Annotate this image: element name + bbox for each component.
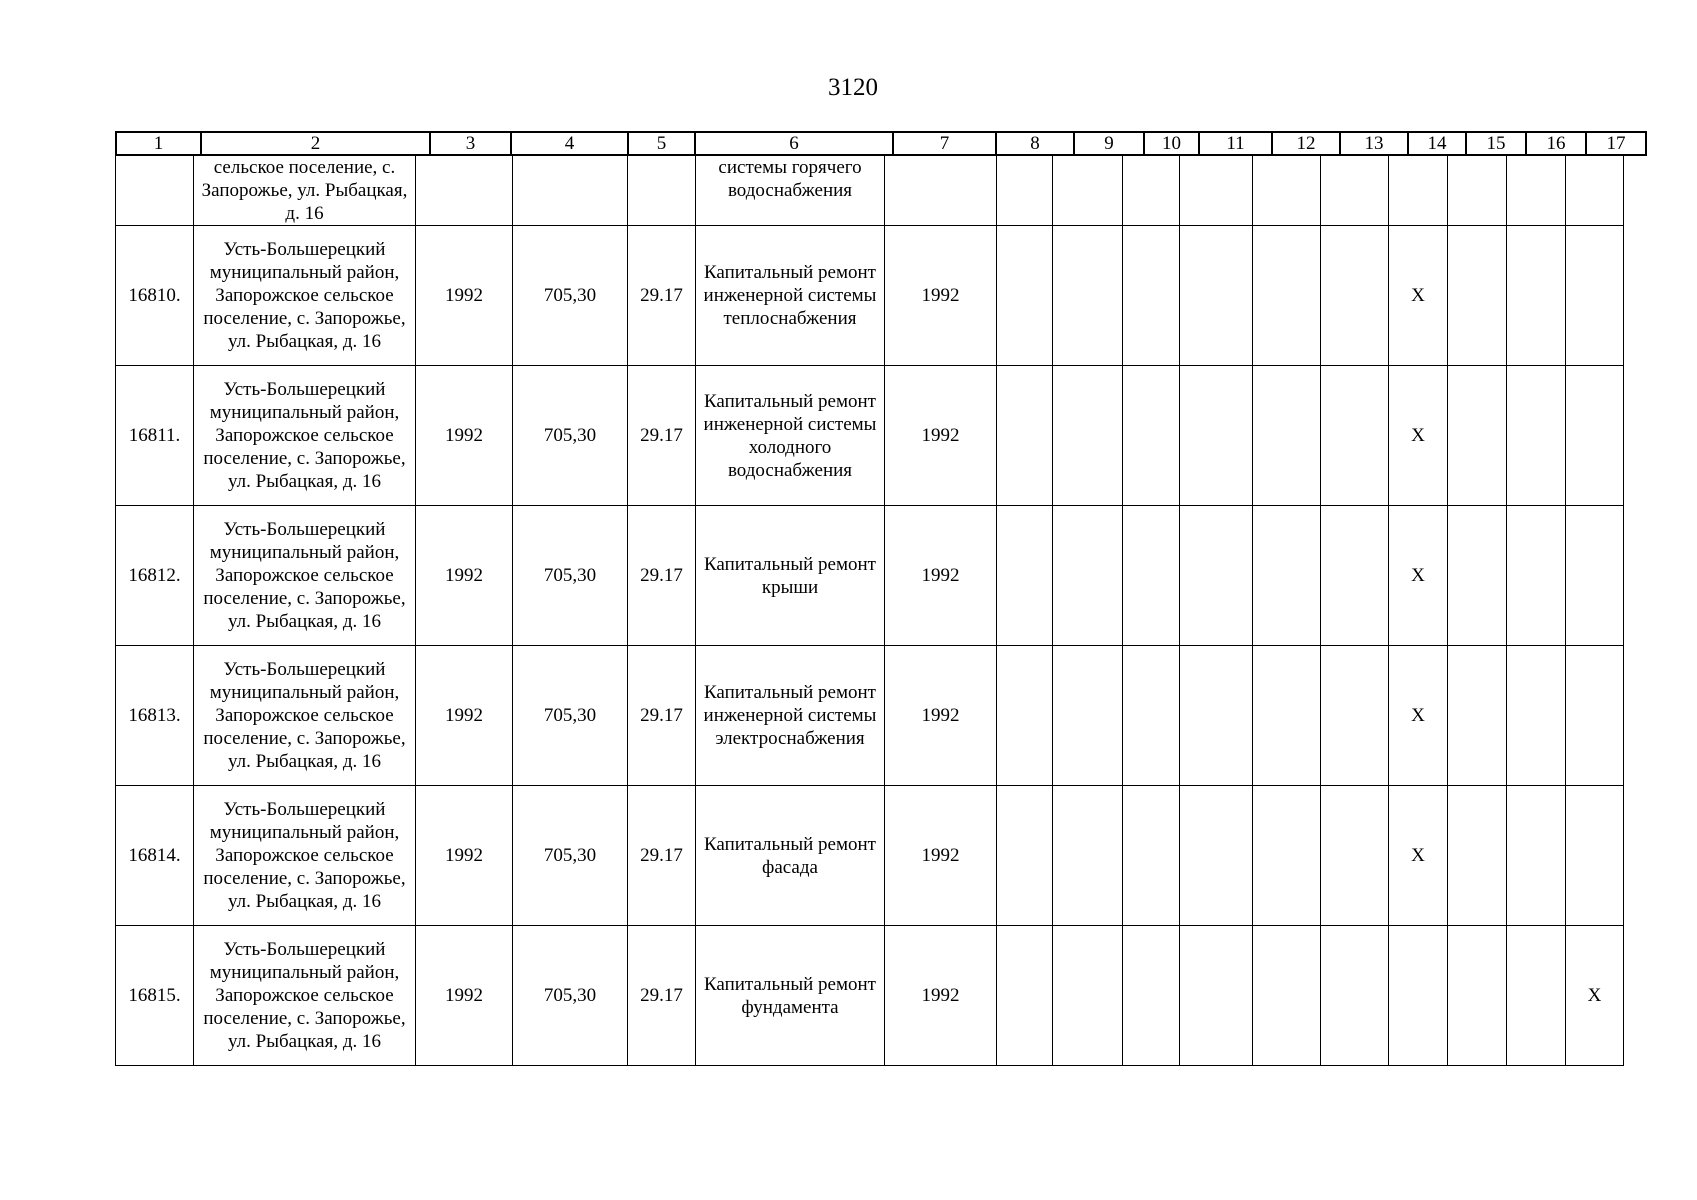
- period-cell: [1253, 646, 1321, 786]
- period-cell: [1321, 156, 1389, 226]
- period-cell: [1448, 926, 1507, 1066]
- period-cell: [1448, 786, 1507, 926]
- row-number: 16810.: [116, 226, 194, 366]
- period-cell: [1180, 366, 1253, 506]
- period-cell: [1507, 646, 1566, 786]
- period-cell: [1566, 226, 1624, 366]
- period-cell: [1053, 506, 1123, 646]
- period-cell: [1253, 926, 1321, 1066]
- work-type-cell: Капитальный ремонт инженерной системы теплоснабжения: [696, 226, 885, 366]
- header-cell: 8: [996, 132, 1074, 155]
- period-cell: [1566, 506, 1624, 646]
- address-cell: Усть-Большерецкий муниципальный район, Запорожское сельское поселение, с. Запорожье, ул. Рыбацкая, д. 16: [194, 646, 416, 786]
- period-cell: [1321, 786, 1389, 926]
- period-cell: [1321, 226, 1389, 366]
- period-cell: [1053, 646, 1123, 786]
- period-cell: [1053, 156, 1123, 226]
- year-built-cell: 1992: [885, 646, 997, 786]
- value-cell: [628, 156, 696, 226]
- period-cell: [997, 786, 1053, 926]
- year-built-cell: 1992: [885, 366, 997, 506]
- work-type-cell: Капитальный ремонт фундамента: [696, 926, 885, 1066]
- work-type-cell: Капитальный ремонт инженерной системы электроснабжения: [696, 646, 885, 786]
- work-type-cell: Капитальный ремонт инженерной системы холодного водоснабжения: [696, 366, 885, 506]
- period-cell: X: [1389, 646, 1448, 786]
- period-cell: [1123, 156, 1180, 226]
- work-type-cell: Капитальный ремонт фасада: [696, 786, 885, 926]
- period-cell: [1253, 786, 1321, 926]
- header-cell: 3: [430, 132, 511, 155]
- period-cell: X: [1566, 926, 1624, 1066]
- year-cell: 1992: [416, 366, 513, 506]
- column-number-header: [115, 131, 1647, 156]
- work-type-cell: Капитальный ремонт крыши: [696, 506, 885, 646]
- header-row: [116, 132, 1646, 155]
- period-cell: [1123, 646, 1180, 786]
- row-number: 16814.: [116, 786, 194, 926]
- area-cell: [513, 156, 628, 226]
- table-row-continued: [116, 156, 1624, 226]
- year-built-cell: [885, 156, 997, 226]
- period-cell: [1180, 646, 1253, 786]
- period-cell: [1389, 156, 1448, 226]
- value-cell: 29.17: [628, 506, 696, 646]
- year-cell: 1992: [416, 226, 513, 366]
- period-cell: [997, 226, 1053, 366]
- address-cell: сельское поселение, с. Запорожье, ул. Рыбацкая, д. 16: [194, 156, 416, 226]
- period-cell: [1053, 926, 1123, 1066]
- period-cell: [1253, 366, 1321, 506]
- header-cell: 4: [511, 132, 628, 155]
- area-cell: 705,30: [513, 786, 628, 926]
- area-cell: 705,30: [513, 926, 628, 1066]
- period-cell: [1448, 366, 1507, 506]
- year-built-cell: 1992: [885, 506, 997, 646]
- period-cell: [1507, 786, 1566, 926]
- period-cell: X: [1389, 506, 1448, 646]
- period-cell: [1180, 786, 1253, 926]
- period-cell: X: [1389, 226, 1448, 366]
- period-cell: [1389, 926, 1448, 1066]
- period-cell: [1448, 506, 1507, 646]
- period-cell: [1180, 506, 1253, 646]
- period-cell: [1123, 506, 1180, 646]
- table-row: [116, 366, 1624, 506]
- header-cell: 7: [893, 132, 996, 155]
- address-cell: Усть-Большерецкий муниципальный район, Запорожское сельское поселение, с. Запорожье, ул. Рыбацкая, д. 16: [194, 506, 416, 646]
- row-number: [116, 156, 194, 226]
- period-cell: [1448, 156, 1507, 226]
- header-cell: 5: [628, 132, 695, 155]
- area-cell: 705,30: [513, 506, 628, 646]
- year-built-cell: 1992: [885, 926, 997, 1066]
- year-cell: 1992: [416, 646, 513, 786]
- period-cell: [997, 506, 1053, 646]
- period-cell: [1253, 156, 1321, 226]
- period-cell: [997, 366, 1053, 506]
- period-cell: [1507, 926, 1566, 1066]
- year-cell: 1992: [416, 926, 513, 1066]
- period-cell: [1180, 156, 1253, 226]
- address-cell: Усть-Большерецкий муниципальный район, Запорожское сельское поселение, с. Запорожье, ул. Рыбацкая, д. 16: [194, 366, 416, 506]
- area-cell: 705,30: [513, 226, 628, 366]
- period-cell: [1448, 226, 1507, 366]
- year-cell: [416, 156, 513, 226]
- year-cell: 1992: [416, 506, 513, 646]
- period-cell: [1180, 226, 1253, 366]
- work-type-cell: системы горячего водоснабжения: [696, 156, 885, 226]
- header-cell: 11: [1199, 132, 1272, 155]
- period-cell: [1123, 226, 1180, 366]
- year-built-cell: 1992: [885, 786, 997, 926]
- value-cell: 29.17: [628, 786, 696, 926]
- year-cell: 1992: [416, 786, 513, 926]
- period-cell: [1566, 156, 1624, 226]
- table-row: [116, 786, 1624, 926]
- period-cell: [1053, 366, 1123, 506]
- period-cell: [1053, 786, 1123, 926]
- row-number: 16813.: [116, 646, 194, 786]
- header-cell: 2: [201, 132, 430, 155]
- period-cell: [1507, 366, 1566, 506]
- address-cell: Усть-Большерецкий муниципальный район, Запорожское сельское поселение, с. Запорожье, ул. Рыбацкая, д. 16: [194, 926, 416, 1066]
- header-cell: 12: [1272, 132, 1340, 155]
- header-cell: 1: [116, 132, 201, 155]
- row-number: 16812.: [116, 506, 194, 646]
- row-number: 16815.: [116, 926, 194, 1066]
- period-cell: [997, 926, 1053, 1066]
- address-cell: Усть-Большерецкий муниципальный район, Запорожское сельское поселение, с. Запорожье, ул. Рыбацкая, д. 16: [194, 786, 416, 926]
- period-cell: [1448, 646, 1507, 786]
- period-cell: X: [1389, 366, 1448, 506]
- area-cell: 705,30: [513, 646, 628, 786]
- period-cell: [1566, 786, 1624, 926]
- period-cell: [1053, 226, 1123, 366]
- page-number: 3120: [828, 74, 878, 101]
- period-cell: [1507, 226, 1566, 366]
- period-cell: [1123, 926, 1180, 1066]
- row-number: 16811.: [116, 366, 194, 506]
- period-cell: [1507, 506, 1566, 646]
- period-cell: [1507, 156, 1566, 226]
- header-cell: 13: [1340, 132, 1408, 155]
- period-cell: [997, 646, 1053, 786]
- period-cell: [1123, 366, 1180, 506]
- header-cell: 14: [1408, 132, 1466, 155]
- value-cell: 29.17: [628, 226, 696, 366]
- period-cell: [997, 156, 1053, 226]
- value-cell: 29.17: [628, 926, 696, 1066]
- header-cell: 17: [1586, 132, 1646, 155]
- period-cell: [1180, 926, 1253, 1066]
- period-cell: [1321, 506, 1389, 646]
- period-cell: [1321, 926, 1389, 1066]
- data-table: [115, 155, 1624, 1066]
- table-row: [116, 506, 1624, 646]
- value-cell: 29.17: [628, 646, 696, 786]
- header-cell: 16: [1526, 132, 1586, 155]
- capital-repair-table: [115, 131, 1647, 1066]
- table-row: [116, 926, 1624, 1066]
- period-cell: [1321, 646, 1389, 786]
- period-cell: [1566, 366, 1624, 506]
- table-row: [116, 226, 1624, 366]
- period-cell: [1321, 366, 1389, 506]
- header-cell: 15: [1466, 132, 1526, 155]
- area-cell: 705,30: [513, 366, 628, 506]
- period-cell: [1253, 506, 1321, 646]
- year-built-cell: 1992: [885, 226, 997, 366]
- header-cell: 9: [1074, 132, 1144, 155]
- header-cell: 6: [695, 132, 893, 155]
- period-cell: [1123, 786, 1180, 926]
- address-cell: Усть-Большерецкий муниципальный район, Запорожское сельское поселение, с. Запорожье, ул. Рыбацкая, д. 16: [194, 226, 416, 366]
- period-cell: [1253, 226, 1321, 366]
- table-row: [116, 646, 1624, 786]
- value-cell: 29.17: [628, 366, 696, 506]
- header-cell: 10: [1144, 132, 1199, 155]
- period-cell: X: [1389, 786, 1448, 926]
- period-cell: [1566, 646, 1624, 786]
